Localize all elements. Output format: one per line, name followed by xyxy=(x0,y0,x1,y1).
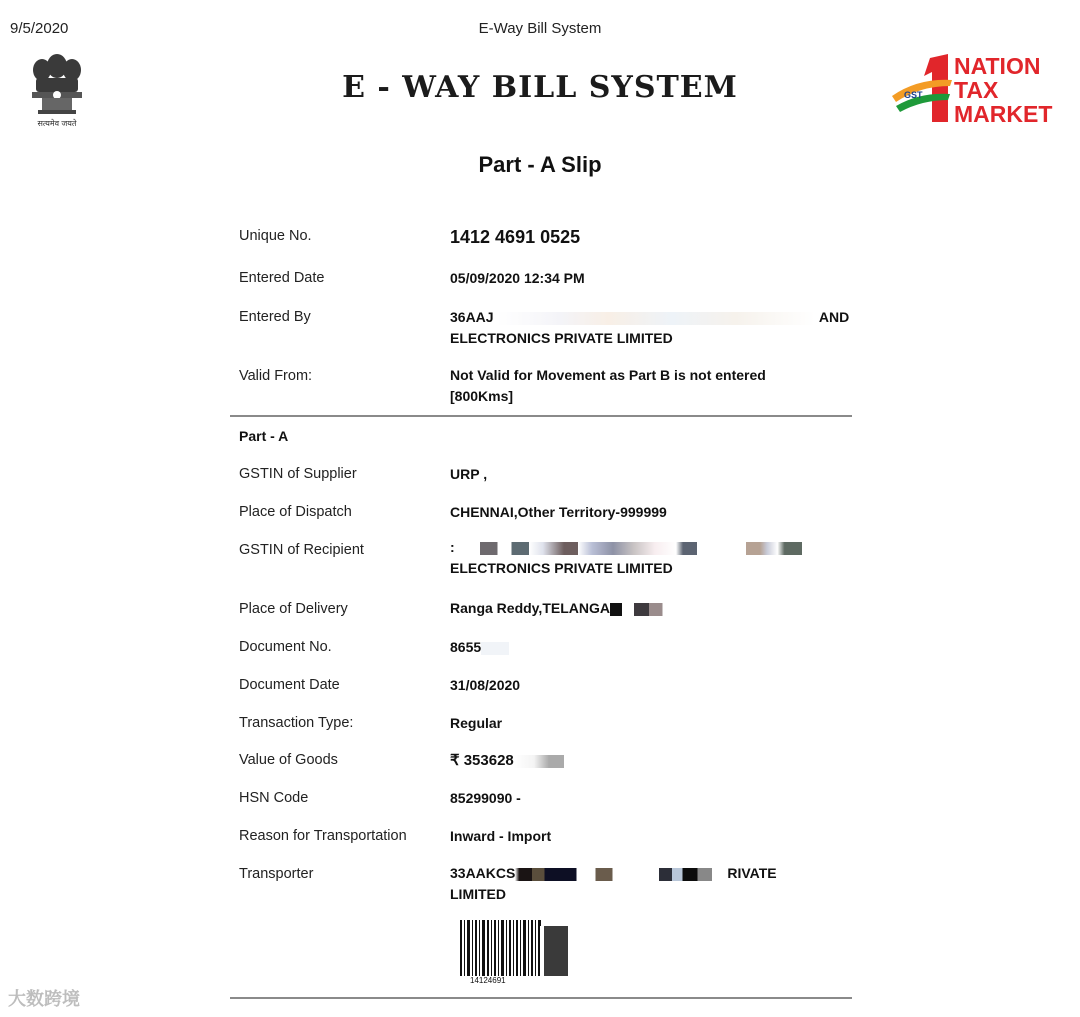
field-label-valid-from: Valid From: xyxy=(239,368,313,384)
section-divider xyxy=(230,997,852,999)
field-label-document-date: Document Date xyxy=(239,677,340,693)
gst-badge-text: GST xyxy=(904,90,923,100)
barcode-image xyxy=(460,920,550,976)
field-value-place-of-delivery xyxy=(450,598,850,619)
redacted-block xyxy=(497,312,815,325)
field-value-valid-from: Not Valid for Movement as Part B is not entered [800Kms] xyxy=(450,367,766,404)
field-value-gstin-supplier: URP , xyxy=(450,466,488,482)
entered-by-gstin-start: 36AAJ xyxy=(450,309,494,325)
recipient-gstin-start: : xyxy=(450,539,455,555)
print-date: 9/5/2020 xyxy=(10,20,69,37)
redacted-block xyxy=(515,868,727,881)
emblem-caption: सत्यमेव जयते xyxy=(37,119,77,128)
nation-tax-market-logo xyxy=(890,50,1065,135)
redacted-block xyxy=(459,542,809,555)
field-value-transporter xyxy=(450,863,850,905)
field-label-transporter: Transporter xyxy=(239,866,314,882)
field-label-place-of-delivery: Place of Delivery xyxy=(239,601,348,617)
field-label-transaction-type: Transaction Type: xyxy=(239,715,354,731)
field-label-document-no: Document No. xyxy=(239,639,332,655)
field-label-gstin-recipient: GSTIN of Recipient xyxy=(239,542,364,558)
redacted-block xyxy=(481,642,509,655)
field-label-place-of-dispatch: Place of Dispatch xyxy=(239,504,352,520)
logo-line-tax: TAX xyxy=(954,77,999,103)
section-divider xyxy=(230,415,852,417)
value-of-goods-text: ₹ 353628 xyxy=(450,752,514,769)
field-value-unique-no: 1412 4691 0525 xyxy=(450,227,581,247)
entered-by-name-line2: ELECTRONICS PRIVATE LIMITED xyxy=(450,330,673,346)
logo-line-market: MARKET xyxy=(954,101,1053,127)
delivery-place-text: Ranga Reddy,TELANGA xyxy=(450,600,610,616)
field-value-place-of-dispatch: CHENNAI,Other Territory-999999 xyxy=(450,504,667,520)
redacted-block xyxy=(514,755,564,768)
field-label-entered-date: Entered Date xyxy=(239,270,325,286)
print-title: E-Way Bill System xyxy=(478,20,602,37)
field-value-reason-for-transportation: Inward - Import xyxy=(450,828,552,844)
section-heading-part-a: Part - A xyxy=(239,428,289,444)
document-title: E - WAY BILL SYSTEM xyxy=(342,70,738,105)
field-value-value-of-goods xyxy=(450,750,850,771)
recipient-name-line2: ELECTRONICS PRIVATE LIMITED xyxy=(450,560,673,576)
field-label-entered-by: Entered By xyxy=(239,309,311,325)
barcode-number: 14124691 xyxy=(470,976,506,985)
slip-title: Part - A Slip xyxy=(478,152,602,177)
transporter-name-end: RIVATE xyxy=(727,865,777,881)
field-value-entered-date: 05/09/2020 12:34 PM xyxy=(450,270,585,286)
field-label-reason-for-transportation: Reason for Transportation xyxy=(239,828,407,844)
field-value-gstin-recipient xyxy=(450,537,850,579)
transporter-gstin-start: 33AAKCS xyxy=(450,865,516,881)
field-label-value-of-goods: Value of Goods xyxy=(239,752,338,768)
field-value-document-date: 31/08/2020 xyxy=(450,677,521,693)
field-label-hsn-code: HSN Code xyxy=(239,790,309,806)
document-no-text: 8655 xyxy=(450,639,482,655)
redacted-block xyxy=(610,603,685,616)
field-label-unique-no: Unique No. xyxy=(239,228,312,244)
watermark: 大数跨境 xyxy=(8,989,80,1009)
entered-by-name-end: AND xyxy=(818,309,850,325)
field-value-transaction-type: Regular xyxy=(450,715,503,731)
transporter-name-line2: LIMITED xyxy=(450,886,506,902)
field-label-gstin-supplier: GSTIN of Supplier xyxy=(239,466,357,482)
logo-line-nation: NATION xyxy=(954,53,1041,79)
field-value-hsn-code: 85299090 - xyxy=(450,790,521,806)
field-value-entered-by xyxy=(450,307,850,349)
field-value-document-no xyxy=(450,637,850,658)
